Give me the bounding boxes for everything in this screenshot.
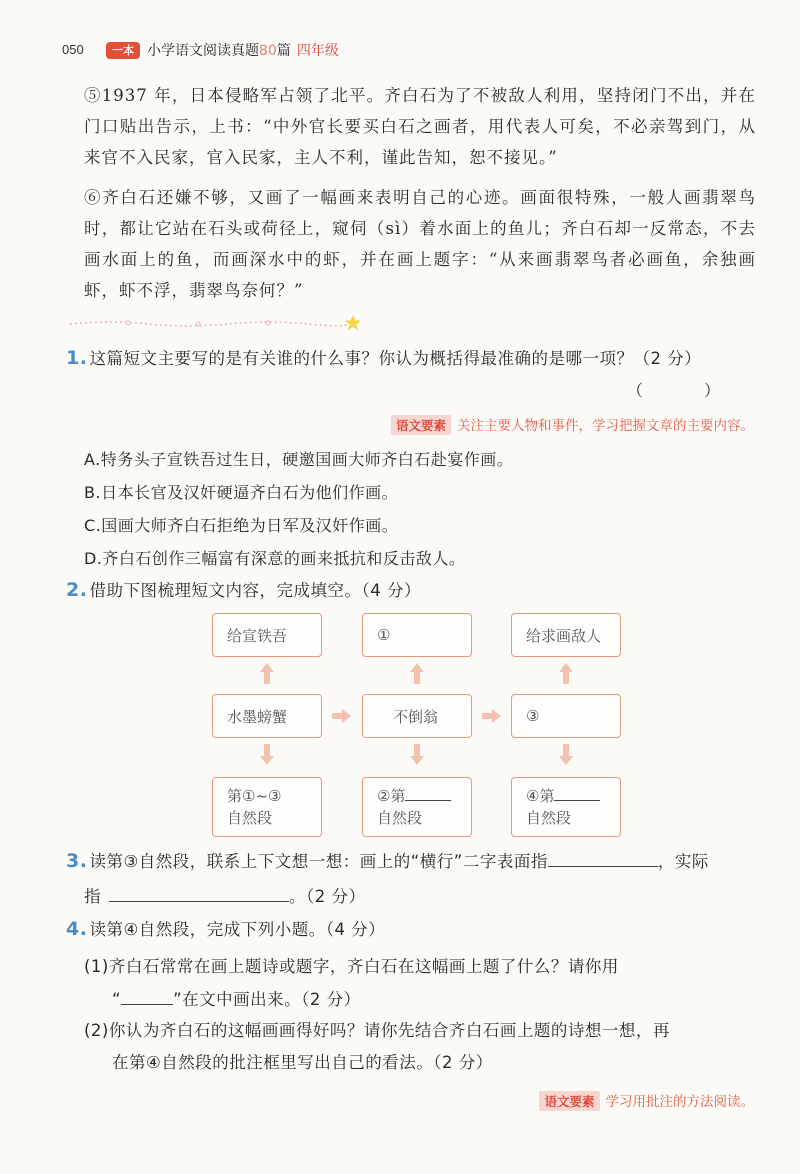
question-3-text-c: 指 <box>84 887 101 906</box>
arrow-right-2-stem <box>482 713 492 719</box>
question-3-text-d: 。（2 分） <box>289 887 366 906</box>
fill-blank[interactable] <box>548 866 658 867</box>
tip-2-text: 学习用批注的方法阅读。 <box>605 1094 754 1110</box>
fill-blank[interactable] <box>121 1004 173 1005</box>
question-2 <box>66 575 421 606</box>
flow-box-bottom-3[interactable] <box>511 777 621 837</box>
grade-label: 四年级 <box>296 43 339 59</box>
title-count: 80 <box>259 43 277 59</box>
option-a[interactable]: A.特务头子宣铁吾过生日，硬邀国画大师齐白石赴宴作画。 <box>84 450 514 469</box>
question-1 <box>66 343 701 374</box>
title-prefix: 小学语文阅读真题 <box>147 43 259 59</box>
question-3 <box>66 846 709 877</box>
page-number: 050 <box>62 42 84 57</box>
question-2-number: 2. <box>66 579 88 601</box>
question-4-sub-1-tail: ”在文中画出来。（2 分） <box>173 990 361 1009</box>
flow-box-mid-3[interactable]: ③ <box>511 694 621 738</box>
question-3-text-a: 读第③自然段，联系上下文想一想：画上的“横行”二字表面指 <box>89 852 548 871</box>
option-c[interactable]: C.国画大师齐白石拒绝为日军及汉奸作画。 <box>84 516 399 535</box>
question-2-text: 借助下图梳理短文内容，完成填空。（4 分） <box>89 581 421 600</box>
answer-parentheses[interactable]: （ ） <box>626 381 748 400</box>
star-icon <box>344 314 362 332</box>
flow-bottom-2-line2: 自然段 <box>377 809 423 827</box>
brand-badge: 一本 <box>106 42 140 59</box>
flow-bottom-2-line1 <box>377 785 451 807</box>
question-4-sub-2: (2)你认为齐白石的这幅画画得好吗？请你先结合齐白石画上题的诗想一想，再 <box>84 1021 670 1040</box>
fill-blank[interactable] <box>554 800 600 801</box>
tip-2 <box>539 1090 754 1111</box>
flow-box-top-3: 给求画敌人 <box>511 613 621 657</box>
arrow-up-2-stem <box>414 672 420 684</box>
question-4-sub-1-line-2 <box>112 984 361 1015</box>
arrow-down-1-stem <box>264 744 270 756</box>
question-4-text: 读第④自然段，完成下列小题。（4 分） <box>89 920 386 939</box>
arrow-right-1-stem <box>332 713 342 719</box>
paragraph-6: ⑥齐白石还嫌不够，又画了一幅画来表明自己的心迹。画面很特殊，一般人画翡翠鸟时，都让它站在石头或荷径上，窥伺（sì）着水面上的鱼儿；齐白石却一反常态，不去画水面上的鱼，而画深水中的虾，并在画上题字：“从来画翡翠鸟者必画鱼，余独画虾，虾不浮，翡翠鸟奈何？” <box>84 188 756 300</box>
arrow-down-2 <box>410 756 424 765</box>
fill-blank[interactable] <box>405 800 451 801</box>
tip-1 <box>391 414 754 435</box>
question-1-number: 1. <box>66 347 88 369</box>
question-4-sub-2-line-2: 在第④自然段的批注框里写出自己的看法。（2 分） <box>112 1053 493 1072</box>
open-quote: “ <box>112 990 122 1009</box>
title-suffix: 篇 <box>276 43 291 59</box>
option-d[interactable]: D.齐白石创作三幅富有深意的画来抵抗和反击敌人。 <box>84 549 466 568</box>
tip-1-tag: 语文要素 <box>391 415 451 435</box>
book-title <box>147 40 339 60</box>
dotted-divider <box>68 318 350 328</box>
flow-box-bottom-1 <box>212 777 322 837</box>
arrow-up-1 <box>260 663 274 672</box>
question-3-text-b: ，实际 <box>657 852 709 871</box>
question-3-line-2 <box>84 881 366 912</box>
flow-bottom-3-prefix: ④第 <box>526 787 555 805</box>
arrow-up-3 <box>559 663 573 672</box>
arrow-down-3 <box>559 756 573 765</box>
question-1-text: 这篇短文主要写的是有关谁的什么事？你认为概括得最准确的是哪一项？（2 分） <box>89 349 702 368</box>
flow-box-mid-2: 不倒翁 <box>362 694 472 738</box>
question-4-number: 4. <box>66 918 88 940</box>
flow-bottom-1-line2: 自然段 <box>227 809 273 827</box>
question-4 <box>66 914 385 945</box>
arrow-down-2-stem <box>414 744 420 756</box>
paragraph-5: ⑤1937 年，日本侵略军占领了北平。齐白石为了不被敌人利用，坚持闭门不出，并在门口贴出告示，上书：“中外官长要买白石之画者，用代表人可矣，不必亲驾到门，从来官不入民家，官入民家，主人不利，谨此告知，恕不接见。” <box>84 86 756 167</box>
flow-box-bottom-2[interactable] <box>362 777 472 837</box>
tip-2-tag: 语文要素 <box>539 1091 599 1111</box>
question-4-sub-1: (1)齐白石常常在画上题诗或题字，齐白石在这幅画上题了什么？请你用 <box>84 957 619 976</box>
arrow-right-2 <box>492 709 501 723</box>
arrow-right-1 <box>342 709 351 723</box>
flow-bottom-2-prefix: ②第 <box>377 787 406 805</box>
fill-blank[interactable] <box>109 901 289 902</box>
flow-bottom-3-line1 <box>526 785 600 807</box>
arrow-up-1-stem <box>264 672 270 684</box>
flow-bottom-3-line2: 自然段 <box>526 809 572 827</box>
flow-box-top-1: 给宣铁吾 <box>212 613 322 657</box>
question-3-number: 3. <box>66 850 88 872</box>
arrow-down-3-stem <box>563 744 569 756</box>
tip-1-text: 关注主要人物和事件，学习把握文章的主要内容。 <box>457 418 754 434</box>
flow-bottom-1-line1: 第①~③ <box>227 787 282 805</box>
option-b[interactable]: B.日本长官及汉奸硬逼齐白石为他们作画。 <box>84 483 399 502</box>
arrow-down-1 <box>260 756 274 765</box>
arrow-up-3-stem <box>563 672 569 684</box>
arrow-up-2 <box>410 663 424 672</box>
flow-box-mid-1: 水墨螃蟹 <box>212 694 322 738</box>
flow-box-top-2[interactable]: ① <box>362 613 472 657</box>
